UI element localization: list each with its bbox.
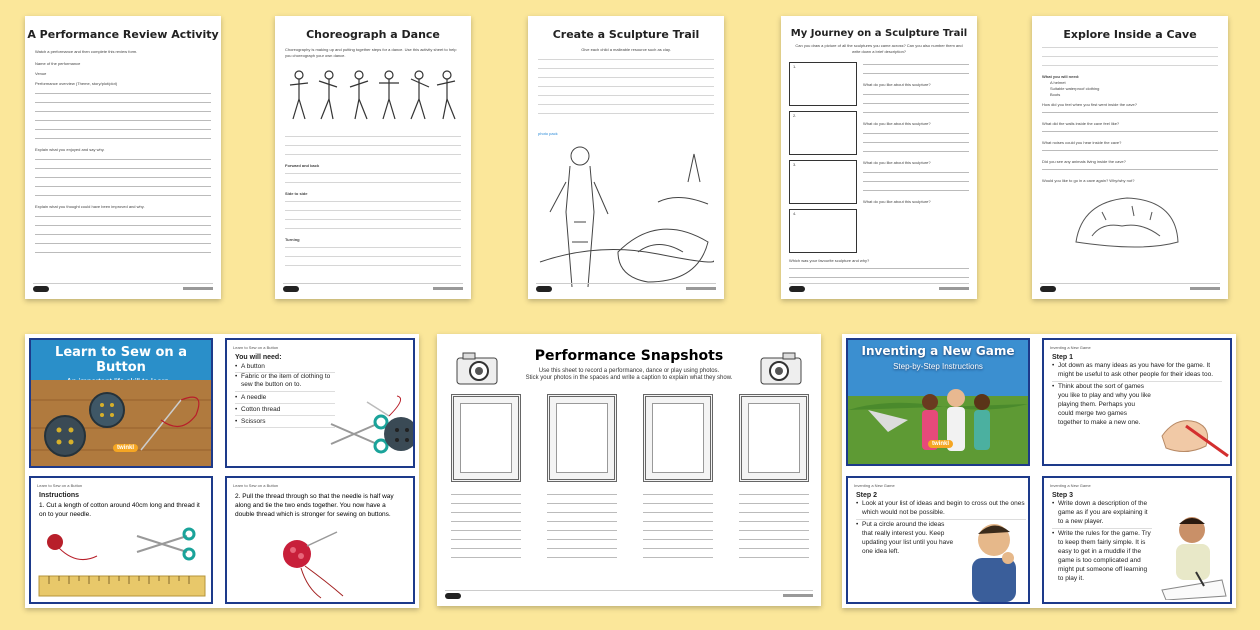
caption-lines[interactable] <box>643 494 713 566</box>
question-label: How did you feel when you first went inside the cave? <box>1042 102 1137 107</box>
question-label: What noises could you hear inside the cave? <box>1042 140 1122 145</box>
hand-writing-icon <box>1156 396 1230 462</box>
sew-step1-panel <box>29 476 213 604</box>
dancers-illustration-icon <box>285 65 461 125</box>
sheet-footer <box>33 283 213 293</box>
twinkl-badge: twinkl <box>113 444 138 452</box>
section-heading: What you will need: <box>1042 74 1080 79</box>
sheet-intro: Can you draw a picture of all the sculptures you came across? Can you also number them and write down a brief description? <box>795 43 963 54</box>
list-item: • Write down a description of the game as if you are explaining it to a new player. <box>1052 499 1152 529</box>
writing-lines <box>35 159 211 196</box>
twinkl-logo-icon <box>445 593 461 599</box>
list-item: • Put a circle around the ideas that really interest you. Keep updating your list until you have one idea left. <box>856 520 956 556</box>
twinkl-logo-icon <box>536 286 552 292</box>
photo-frame[interactable] <box>643 394 713 482</box>
text-lines <box>285 136 461 155</box>
sheet-sculpture-journey[interactable] <box>781 16 977 299</box>
sheet-footer <box>445 590 813 600</box>
drawing-box[interactable]: 3. <box>789 160 857 204</box>
sheet-choreograph-dance[interactable] <box>275 16 471 299</box>
drawing-box[interactable]: 4. <box>789 209 857 253</box>
sheet-title: Choreograph a Dance <box>306 28 440 41</box>
twinkl-badge: twinkl <box>928 440 953 448</box>
sheet-sew-button[interactable] <box>25 334 419 608</box>
list-item: Boots <box>1050 92 1061 97</box>
sew-title-bar <box>31 340 211 380</box>
sheet-footer <box>283 283 463 293</box>
sheet-footer <box>536 283 716 293</box>
sheet-footer <box>1040 283 1220 293</box>
game-title: Inventing a New Game <box>861 344 1015 358</box>
cave-sketch-icon <box>1072 192 1182 254</box>
question-label: What do you like about this sculpture? <box>863 160 931 165</box>
game-subtitle: Step-by-Step Instructions <box>893 362 983 371</box>
twinkl-logo-icon <box>33 286 49 292</box>
list-item: • Cotton thread <box>235 404 335 416</box>
question-label: What do you like about this sculpture? <box>863 121 931 126</box>
sew-need-panel <box>225 338 415 468</box>
snap-line1: Use this sheet to record a performance, dance or play using photos. <box>538 368 720 374</box>
field-label: Explain what you thought could have been improved and why. <box>35 204 145 209</box>
step-text: 1. Cut a length of cotton around 40cm long and thread it on to your needle. <box>39 502 200 518</box>
text-lines <box>285 201 461 229</box>
sew-title: Learn to Sew on a Button <box>55 345 187 375</box>
sheet-title: My Journey on a Sculpture Trail <box>790 28 968 39</box>
final-question: Which was your favourite sculpture and why? <box>789 258 870 263</box>
game-step2-panel <box>846 476 1030 604</box>
list-item: • A needle <box>235 392 335 404</box>
sheet-title: Create a Sculpture Trail <box>552 28 700 41</box>
game-step1-panel <box>1042 338 1232 466</box>
text-lines <box>1042 47 1218 66</box>
list-item: A helmet <box>1050 80 1066 85</box>
panel-header: Learn to Sew on a Button <box>37 483 83 488</box>
section-heading: Side to side <box>285 191 308 196</box>
game-step3-panel <box>1042 476 1232 604</box>
drawing-box[interactable]: 1. <box>789 62 857 106</box>
panel-header: Inventing a New Game <box>1050 483 1091 488</box>
need-heading: You will need: <box>235 354 282 361</box>
photo-frame[interactable] <box>547 394 617 482</box>
field-label: Explain what you enjoyed and say why. <box>35 147 105 152</box>
sculpture-drawing-icon <box>538 142 714 292</box>
list-item: • Scissors <box>235 416 335 428</box>
question-label: What do you like about this sculpture? <box>863 199 931 204</box>
question-label: What do you like about this sculpture? <box>863 82 931 87</box>
panel-header: Learn to Sew on a Button <box>233 483 279 488</box>
sheet-intro: Give each child a malleable resource such as clay. <box>581 47 671 52</box>
sheet-sculpture-trail[interactable] <box>528 16 724 299</box>
question-label: Did you see any animals living inside the cave? <box>1042 159 1126 164</box>
thread-ruler-icon <box>37 526 207 600</box>
snap-line2: Stick your photos in the spaces and write a caption to explain what they show. <box>525 375 733 381</box>
section-heading: Forward and back <box>285 163 320 168</box>
list-item: Suitable waterproof clothing <box>1050 86 1100 91</box>
writing-boy-icon <box>1152 510 1230 600</box>
field-label: Venue <box>35 71 47 76</box>
list-item: • Fabric or the item of clothing to sew the button on to. <box>235 373 335 392</box>
sheet-footer <box>789 283 969 293</box>
twinkl-logo-icon <box>1040 286 1056 292</box>
thinking-boy-icon <box>958 518 1030 602</box>
photo-frame[interactable] <box>739 394 809 482</box>
buttons-on-wood-icon <box>31 380 211 466</box>
sheet-inventing-game[interactable] <box>842 334 1236 608</box>
field-label: Performance overview (Theme, story/plot/plot) <box>35 81 118 86</box>
sheet-performance-review[interactable] <box>25 16 221 299</box>
camera-right-icon <box>757 350 803 386</box>
step-text: 2. Pull the thread through so that the needle is half way along and tie the two ends together. You now have a double thread which is stronger for sewing on buttons. <box>235 493 394 518</box>
sheet-performance-snapshots[interactable] <box>437 334 821 606</box>
sheet-title: Explore Inside a Cave <box>1063 28 1197 41</box>
panel-header: Learn to Sew on a Button <box>233 345 279 350</box>
game-cover-panel <box>846 338 1030 466</box>
sheet-intro: Choreography is making up and putting together steps for a dance. Use this activity sheet to help you choreograph your own dance. <box>285 47 457 58</box>
need-list <box>235 361 335 428</box>
caption-lines[interactable] <box>547 494 617 566</box>
scissors-button-icon <box>327 394 415 466</box>
threaded-needle-icon <box>257 526 397 602</box>
writing-lines <box>35 216 211 253</box>
sheet-title: A Performance Review Activity <box>27 28 219 41</box>
drawing-box[interactable]: 2. <box>789 111 857 155</box>
step-heading: Step 1 <box>1052 354 1074 361</box>
text-lines <box>285 247 461 266</box>
snap-title: Performance Snapshots <box>534 348 724 364</box>
camera-left-icon <box>455 350 501 386</box>
list-item: • Jot down as many ideas as you have for the game. It might be useful to ask other people for their ideas too. <box>1052 361 1222 382</box>
twinkl-logo-icon <box>283 286 299 292</box>
caption-lines[interactable] <box>451 494 521 566</box>
caption-lines[interactable] <box>739 494 809 566</box>
question-label: Would you like to go in a cave again? Why/why not? <box>1042 178 1135 183</box>
photo-frame[interactable] <box>451 394 521 482</box>
twinkl-logo-icon <box>789 286 805 292</box>
photo-pack-link[interactable]: photo pack <box>538 131 558 136</box>
list-item: • A button <box>235 361 335 373</box>
panel-header: Inventing a New Game <box>854 483 895 488</box>
list-item: • Look at your list of ideas and begin to cross out the ones which would not be possible. <box>856 499 1026 520</box>
step-heading: Step 2 <box>856 492 878 499</box>
text-lines <box>538 59 714 114</box>
list-item: • Write the rules for the game. Try to keep them fairly simple. It is easy to get in a muddle if the game is too complicated and might put someone off learning to play it. <box>1052 529 1152 583</box>
sheet-intro: Watch a performance and then complete this review form. <box>35 49 138 54</box>
sew-cover-panel <box>29 338 213 468</box>
field-label: Name of the performance <box>35 61 81 66</box>
instructions-heading: Instructions <box>39 492 80 499</box>
sew-step2-panel <box>225 476 415 604</box>
question-label: What did the walls inside the cave feel like? <box>1042 121 1120 126</box>
sheet-explore-cave[interactable] <box>1032 16 1228 299</box>
section-heading: Turning <box>285 237 300 242</box>
question-column <box>863 64 969 205</box>
writing-lines <box>35 93 211 139</box>
list-item: • Think about the sort of games you like to play and why you like playing them. Perhaps you could merge two games together to make a new one. <box>1052 382 1152 427</box>
text-lines <box>285 173 461 183</box>
step-heading: Step 3 <box>1052 492 1074 499</box>
panel-header: Inventing a New Game <box>1050 345 1091 350</box>
step-list <box>1052 499 1152 583</box>
